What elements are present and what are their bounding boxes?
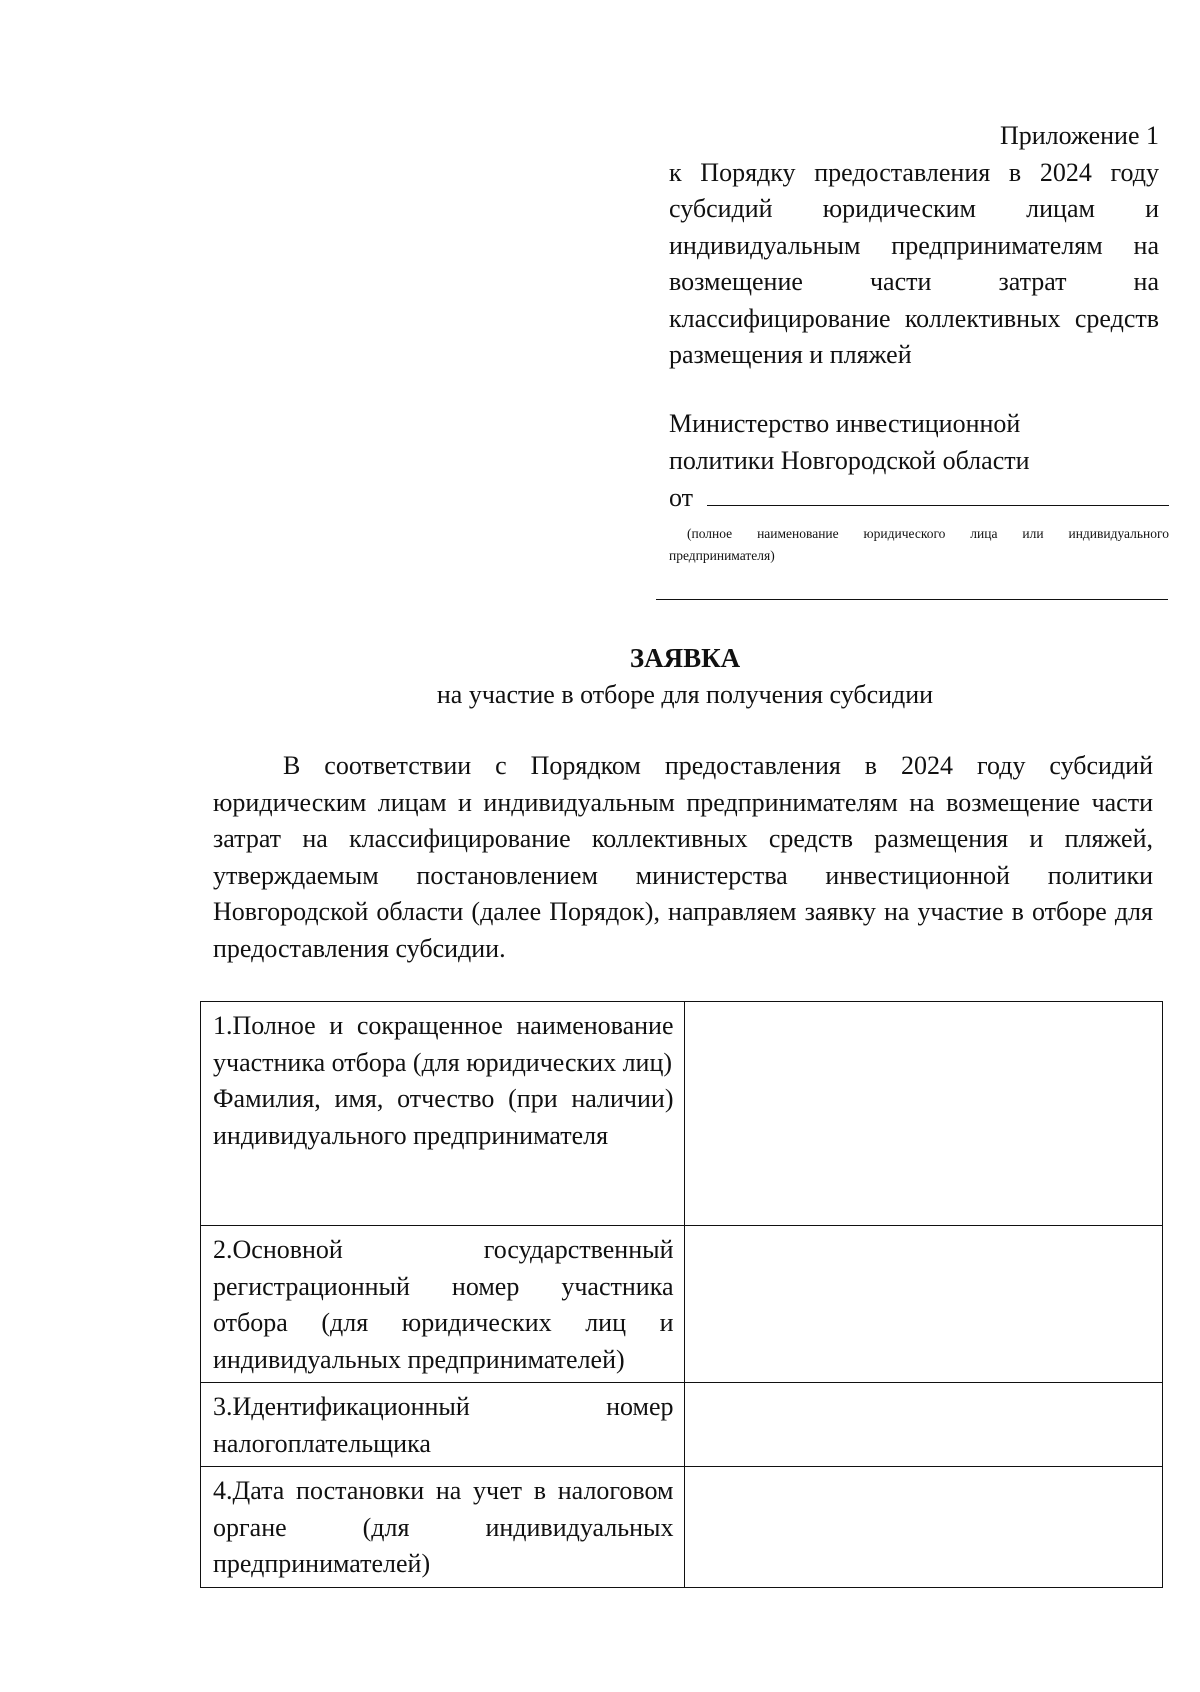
row-2-label: 2.Основной государственный регистрационный номер участника отбора (для юридических лиц и индивидуальных предпринимателей) — [201, 1226, 685, 1383]
applicant-name-hint: (полное наименование юридического лица или индивидуального предпринимателя) — [669, 526, 1169, 563]
appendix-header — [669, 118, 1159, 374]
row-2-value-cell[interactable] — [684, 1226, 1163, 1383]
document-subtitle: на участие в отборе для получения субсидии — [436, 680, 934, 709]
row-1-label-legal: 1.Полное и сокращенное наименование участника отбора (для юридических лиц) — [213, 1011, 674, 1077]
table-row — [201, 1383, 1163, 1467]
addressee-line-2: политики Новгородской области — [669, 446, 1030, 475]
row-3-value-cell[interactable] — [684, 1383, 1163, 1467]
applicant-name-line[interactable] — [707, 483, 1169, 506]
row-4-value-cell[interactable] — [684, 1467, 1163, 1588]
from-row — [669, 479, 1169, 516]
addressee-block — [669, 405, 1169, 516]
intro-paragraph: В соответствии с Порядком предоставления в 2024 году субсидий юридическим лицам и индивидуальным предпринимателям на возмещение части затрат на классифицирование коллективных средств размещения и пляжей, утверждаемым постановлением министерства инвестиционной политики Новгородской области (далее Порядок), направляем заявку на участие в отборе для предоставления субсидии. — [213, 751, 1153, 963]
table-label-cell — [201, 1002, 685, 1226]
row-1-label-entrepreneur: Фамилия, имя, отчество (при наличии) индивидуального предпринимателя — [213, 1084, 674, 1150]
appendix-text: к Порядку предоставления в 2024 году субсидий юридическим лицам и индивидуальным предпринимателям на возмещение части затрат на классифицирование коллективных средств размещения и пляжей — [669, 157, 1159, 369]
appendix-number: Приложение 1 — [999, 121, 1159, 150]
addressee-line-1: Министерство инвестиционной — [669, 409, 1021, 438]
row-3-label: 3.Идентификационный номер налогоплательщика — [201, 1383, 685, 1467]
document-title: ЗАЯВКА — [629, 643, 741, 673]
table-row — [201, 1467, 1163, 1588]
from-label: от — [669, 483, 694, 512]
applicant-name-line-2[interactable] — [656, 599, 1168, 600]
row-4-label: 4.Дата постановки на учет в налоговом органе (для индивидуальных предпринимателей) — [201, 1467, 685, 1588]
row-1-value-cell[interactable] — [684, 1002, 1163, 1226]
application-table — [200, 1001, 1163, 1588]
table-row — [201, 1226, 1163, 1383]
table-row — [201, 1002, 1163, 1226]
